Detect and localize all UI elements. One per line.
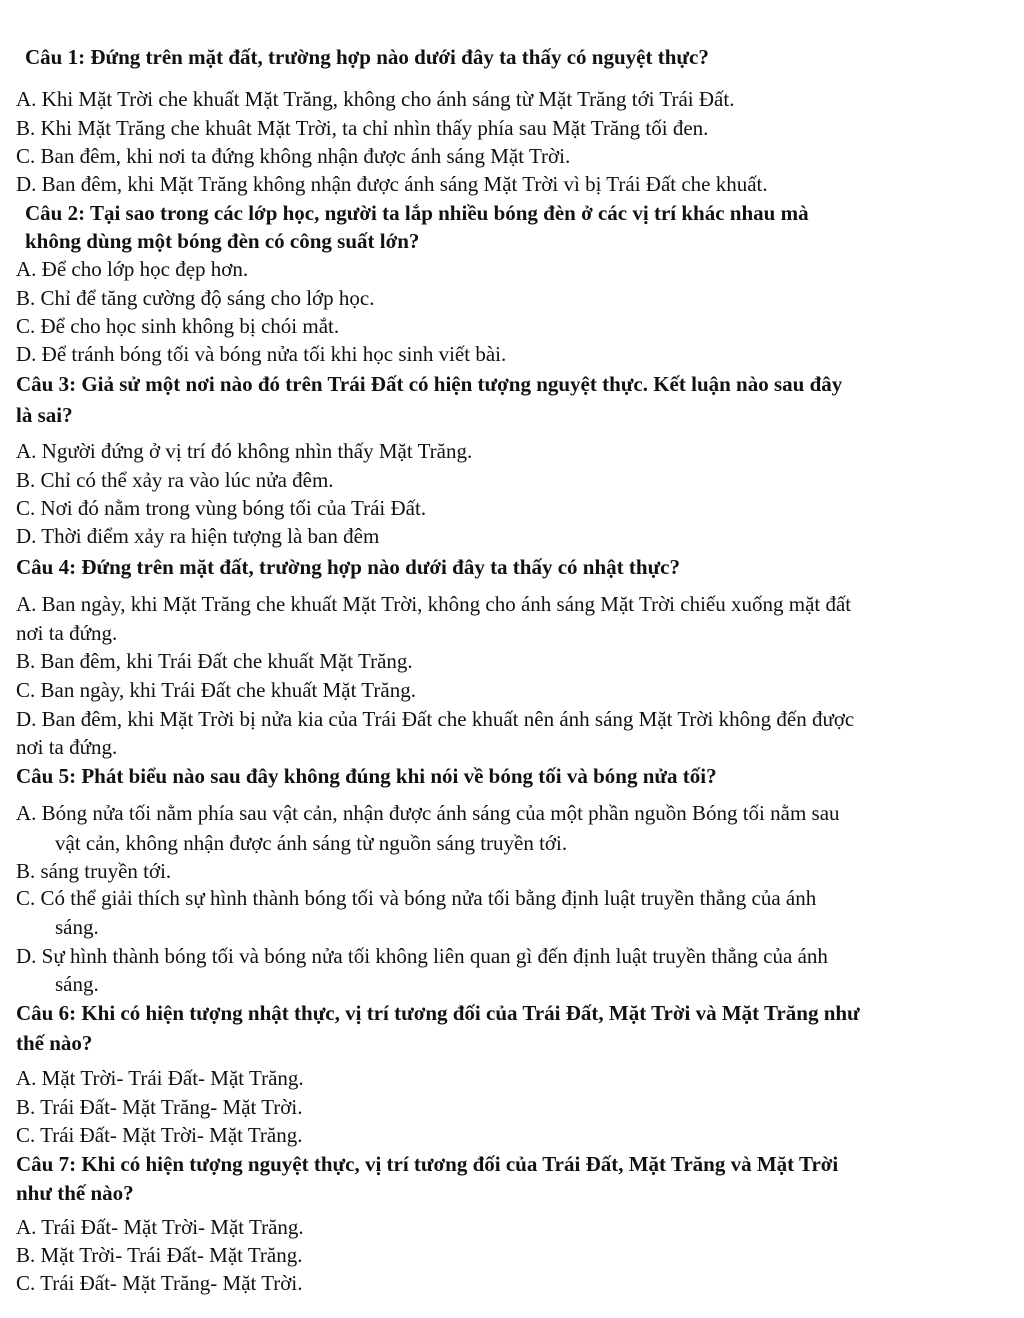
- question-5-option-c: C. Có thể giải thích sự hình thành bóng tối và bóng nửa tối bằng định luật truyền thẳng của ánh: [16, 886, 817, 910]
- question-3-title-line-2: là sai?: [16, 403, 73, 427]
- question-3-option-a: A. Người đứng ở vị trí đó không nhìn thấy Mặt Trăng.: [16, 439, 473, 463]
- question-1-title: Câu 1: Đứng trên mặt đất, trường hợp nào dưới đây ta thấy có nguyệt thực?: [25, 45, 709, 69]
- question-5-title: Câu 5: Phát biểu nào sau đây không đúng khi nói về bóng tối và bóng nửa tối?: [16, 764, 717, 788]
- question-6-option-b: B. Trái Đất- Mặt Trăng- Mặt Trời.: [16, 1095, 303, 1119]
- question-1-option-d: D. Ban đêm, khi Mặt Trăng không nhận được ánh sáng Mặt Trời vì bị Trái Đất che khuất.: [16, 172, 768, 196]
- question-5-option-c-cont: sáng.: [55, 915, 99, 939]
- question-5-option-d: D. Sự hình thành bóng tối và bóng nửa tối không liên quan gì đến định luật truyền thẳng của ánh: [16, 944, 828, 968]
- question-2-option-c: C. Để cho học sinh không bị chói mắt.: [16, 314, 340, 338]
- question-5-option-a-cont: vật cản, không nhận được ánh sáng từ nguồn sáng truyền tới.: [55, 831, 568, 855]
- question-5-option-b: B. sáng truyền tới.: [16, 859, 172, 883]
- question-4-option-a-cont: nơi ta đứng.: [16, 621, 118, 645]
- question-6-option-a: A. Mặt Trời- Trái Đất- Mặt Trăng.: [16, 1066, 304, 1090]
- question-4-option-d-cont: nơi ta đứng.: [16, 735, 118, 759]
- question-7-title-line-2: như thế nào?: [16, 1181, 134, 1205]
- question-7-option-c: C. Trái Đất- Mặt Trăng- Mặt Trời.: [16, 1271, 303, 1295]
- question-6-title-line-2: thế nào?: [16, 1031, 93, 1055]
- question-1-option-c: C. Ban đêm, khi nơi ta đứng không nhận được ánh sáng Mặt Trời.: [16, 144, 571, 168]
- question-5-option-a: A. Bóng nửa tối nằm phía sau vật cản, nhận được ánh sáng của một phần nguồn Bóng tối nằm sau: [16, 801, 840, 825]
- question-2-option-b: B. Chỉ để tăng cường độ sáng cho lớp học.: [16, 286, 375, 310]
- question-7-title-line-1: Câu 7: Khi có hiện tượng nguyệt thực, vị trí tương đối của Trái Đất, Mặt Trăng và Mặt Trời: [16, 1152, 839, 1176]
- question-4-option-d: D. Ban đêm, khi Mặt Trời bị nửa kia của Trái Đất che khuất nên ánh sáng Mặt Trời không đến được: [16, 707, 855, 731]
- question-4-option-b: B. Ban đêm, khi Trái Đất che khuất Mặt Trăng.: [16, 649, 413, 673]
- question-1-option-a: A. Khi Mặt Trời che khuất Mặt Trăng, không cho ánh sáng từ Mặt Trăng tới Trái Đất.: [16, 87, 735, 111]
- question-6-option-c: C. Trái Đất- Mặt Trời- Mặt Trăng.: [16, 1123, 303, 1147]
- question-2-option-d: D. Để tránh bóng tối và bóng nửa tối khi học sinh viết bài.: [16, 342, 507, 366]
- question-4-option-a: A. Ban ngày, khi Mặt Trăng che khuất Mặt Trời, không cho ánh sáng Mặt Trời chiếu xuống mặt đất: [16, 592, 852, 616]
- question-3-option-b: B. Chỉ có thể xảy ra vào lúc nửa đêm.: [16, 468, 334, 492]
- question-3-title-line-1: Câu 3: Giả sử một nơi nào đó trên Trái Đất có hiện tượng nguyệt thực. Kết luận nào sau đây: [16, 372, 843, 396]
- question-3-option-d: D. Thời điểm xảy ra hiện tượng là ban đêm: [16, 524, 380, 548]
- question-7-option-b: B. Mặt Trời- Trái Đất- Mặt Trăng.: [16, 1243, 303, 1267]
- question-3-option-c: C. Nơi đó nằm trong vùng bóng tối của Trái Đất.: [16, 496, 427, 520]
- question-6-title-line-1: Câu 6: Khi có hiện tượng nhật thực, vị trí tương đối của Trái Đất, Mặt Trời và Mặt Trăng như: [16, 1001, 860, 1025]
- question-2-title-line-2: không dùng một bóng đèn có công suất lớn?: [25, 229, 420, 253]
- question-7-option-a: A. Trái Đất- Mặt Trời- Mặt Trăng.: [16, 1215, 304, 1239]
- question-4-option-c: C. Ban ngày, khi Trái Đất che khuất Mặt Trăng.: [16, 678, 416, 702]
- question-2-title-line-1: Câu 2: Tại sao trong các lớp học, người ta lắp nhiều bóng đèn ở các vị trí khác nhau mà: [25, 201, 809, 225]
- question-1-option-b: B. Khi Mặt Trăng che khuât Mặt Trời, ta chỉ nhìn thấy phía sau Mặt Trăng tối đen.: [16, 116, 709, 140]
- question-2-option-a: A. Để cho lớp học đẹp hơn.: [16, 257, 249, 281]
- question-4-title: Câu 4: Đứng trên mặt đất, trường hợp nào dưới đây ta thấy có nhật thực?: [16, 555, 681, 579]
- question-5-option-d-cont: sáng.: [55, 972, 99, 996]
